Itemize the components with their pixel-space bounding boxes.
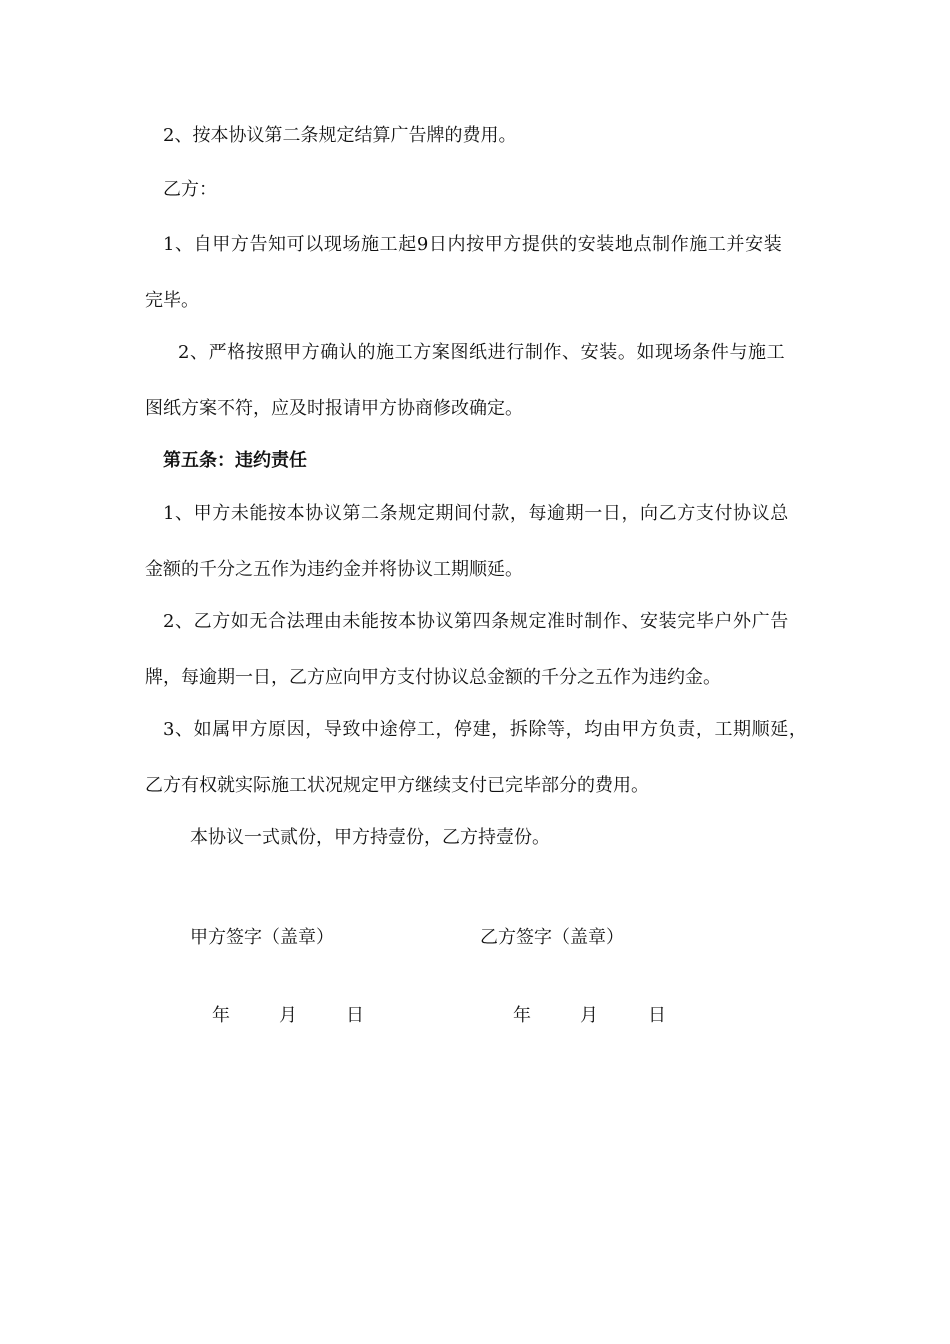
paragraph-line: 2、乙方如无合法理由未能按本协议第四条规定准时制作、安装完毕户外广告	[163, 611, 789, 632]
paragraph-line: 2、按本协议第二条规定结算广告牌的费用。	[163, 125, 517, 146]
paragraph-line: 完毕。	[145, 290, 199, 311]
paragraph-line: 3、如属甲方原因，导致中途停工，停建，拆除等，均由甲方负责，工期顺延，	[163, 719, 808, 740]
paragraph-line: 1、甲方未能按本协议第二条规定期间付款，每逾期一日，向乙方支付协议总	[163, 503, 789, 524]
paragraph-line: 2、严格按照甲方确认的施工方案图纸进行制作、安装。如现场条件与施工	[178, 342, 786, 363]
party-b-date-day: 日	[648, 1005, 666, 1026]
party-b-date-year: 年	[513, 1005, 531, 1026]
paragraph-line: 金额的千分之五作为违约金并将协议工期顺延。	[145, 559, 523, 580]
paragraph-line: 乙方：	[163, 179, 217, 200]
party-b-date-month: 月	[580, 1005, 598, 1026]
paragraph-line: 乙方有权就实际施工状况规定甲方继续支付已完毕部分的费用。	[145, 775, 649, 796]
section-heading: 第五条：违约责任	[163, 450, 307, 471]
party-a-date-year: 年	[212, 1005, 230, 1026]
party-a-date-day: 日	[346, 1005, 364, 1026]
paragraph-line: 1、自甲方告知可以现场施工起9日内按甲方提供的安装地点制作施工并安装	[163, 234, 783, 255]
party-a-signature-label: 甲方签字（盖章）	[190, 927, 334, 948]
paragraph-line: 本协议一式贰份，甲方持壹份，乙方持壹份。	[190, 827, 550, 848]
paragraph-line: 牌，每逾期一日，乙方应向甲方支付协议总金额的千分之五作为违约金。	[145, 667, 721, 688]
paragraph-line: 图纸方案不符，应及时报请甲方协商修改确定。	[145, 398, 523, 419]
party-a-date-month: 月	[279, 1005, 297, 1026]
party-b-signature-label: 乙方签字（盖章）	[480, 927, 624, 948]
